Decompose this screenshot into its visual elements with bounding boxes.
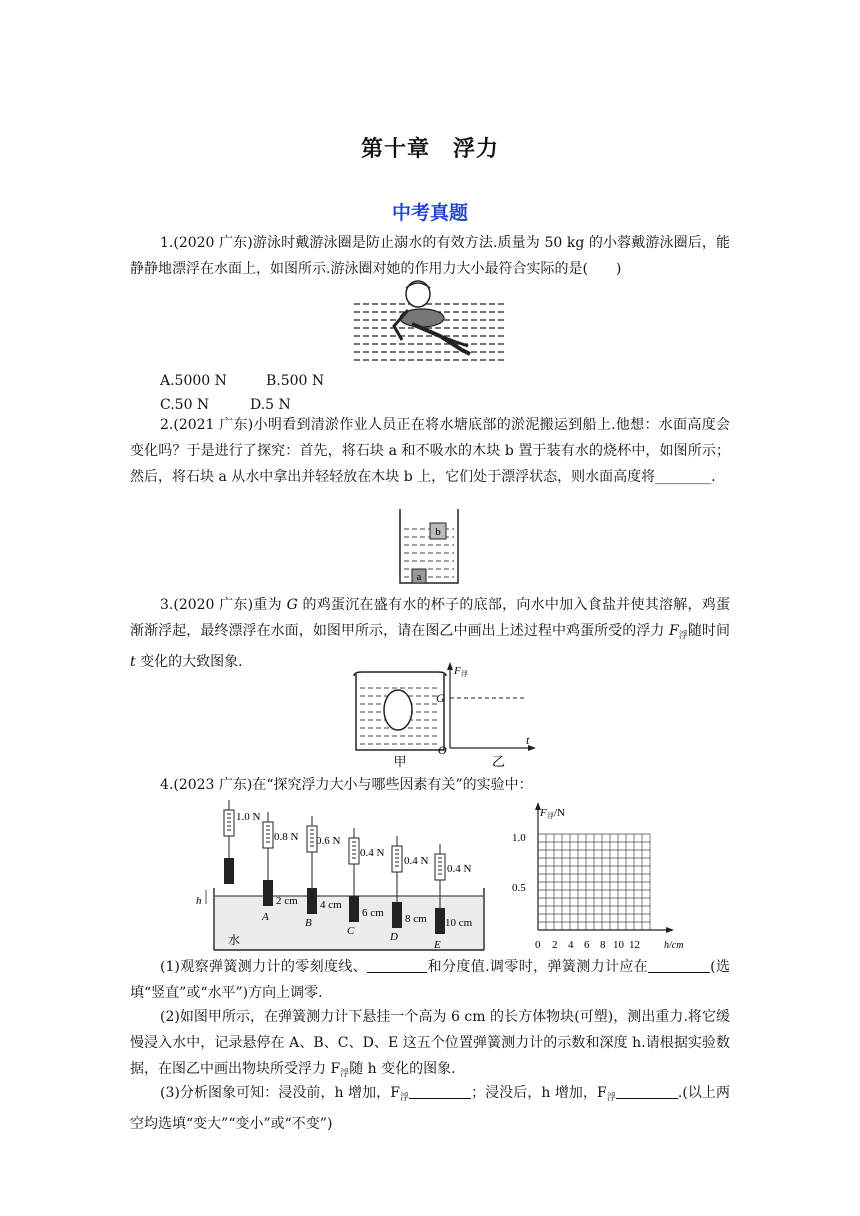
q1-option-d: D.5 N bbox=[250, 397, 291, 413]
axis-f-label: F bbox=[454, 665, 461, 677]
point-c: C bbox=[347, 925, 355, 937]
q4-part-1: (1)观察弹簧测力计的零刻度线、 和分度值.调零时，弹簧测力计应在 (选填“竖直”或“水平”)方向上调零. bbox=[130, 959, 730, 1001]
depth-e: 10 cm bbox=[445, 917, 473, 929]
q1-option-a: A.5000 N bbox=[160, 373, 227, 389]
ytick-1: 1.0 bbox=[512, 832, 526, 844]
xtick-10: 10 bbox=[613, 939, 624, 951]
depth-c: 6 cm bbox=[362, 907, 384, 919]
xtick-2: 2 bbox=[552, 939, 558, 951]
xtick-8: 8 bbox=[600, 939, 606, 951]
axis-t-label: t bbox=[526, 733, 530, 747]
figure-jia-label: 甲 bbox=[393, 754, 407, 769]
question-1-text: 1.(2020 广东)游泳时戴游泳圈是防止溺水的有效方法.质量为 50 kg 的小蓉戴游泳圈后，能静静地漂浮在水面上，如图所示.游泳圈对她的作用力大小最符合实际的是( ) bbox=[130, 235, 730, 277]
swimmer-figure bbox=[352, 280, 508, 368]
xtick-0: 0 bbox=[535, 939, 541, 951]
reading-a: 0.8 N bbox=[274, 831, 299, 843]
q1-option-c: C.50 N bbox=[160, 397, 210, 413]
question-3-text: 3.(2020 广东)重为 G 的鸡蛋沉在盛有水的杯子的底部，向水中加入食盐并使其溶解，鸡蛋渐渐浮起，最终漂浮在水面，如图甲所示，请在图乙中画出上述过程中鸡蛋所受的浮力 $F_浮$随时间 t 变化的大致图象. bbox=[130, 597, 731, 670]
buoyancy-time-axes bbox=[430, 660, 540, 770]
q1-option-b: B.500 N bbox=[266, 373, 325, 389]
xtick-4: 4 bbox=[568, 939, 574, 951]
block-b-label: b bbox=[435, 526, 441, 538]
axis-origin-label: O bbox=[438, 743, 447, 757]
reading-b: 0.6 N bbox=[316, 835, 341, 847]
grid-xlabel: h/cm bbox=[664, 940, 684, 951]
grid-ylabel-sub: 浮 bbox=[547, 812, 554, 820]
xtick-6: 6 bbox=[584, 939, 590, 951]
q4-part-3: (3)分析图象可知：浸没前，h 增加，$F_浮$ ；浸没后，h 增加，$F_浮$ .(以上两空均选填“变大”“变小”或“不变”) bbox=[130, 1085, 730, 1132]
h-label: h bbox=[196, 895, 202, 907]
grid-ylabel-unit: /N bbox=[554, 807, 565, 819]
question-4-intro: 4.(2023 广东)在“探究浮力大小与哪些因素有关”的实验中： bbox=[160, 777, 533, 793]
section-title: 中考真题 bbox=[391, 202, 468, 224]
reading-c: 0.4 N bbox=[360, 847, 385, 859]
point-d: D bbox=[390, 931, 398, 943]
page-title: 第十章 浮力 bbox=[360, 136, 499, 162]
axis-f-sub: 浮 bbox=[461, 670, 468, 678]
ytick-05: 0.5 bbox=[512, 882, 526, 894]
reading-e: 0.4 N bbox=[447, 863, 472, 875]
xtick-12: 12 bbox=[629, 939, 640, 951]
axis-g-label: G bbox=[436, 691, 445, 705]
grid-ylabel-f: F bbox=[540, 807, 547, 819]
q4-part-2: (2)如图甲所示，在弹簧测力计下悬挂一个高为 6 cm 的长方体物块(可塑)，测出重力.将它缓慢浸入水中，记录悬停在 A、B、C、D、E 这五个位置弹簧测力计的示数和深度 h.请根据实验数据，在图乙中画出物块所受浮力 $F_浮$随 h 变化的图象. bbox=[130, 1009, 730, 1079]
water-label: 水 bbox=[228, 933, 241, 947]
depth-b: 4 cm bbox=[320, 899, 342, 911]
reading-0: 1.0 N bbox=[236, 811, 261, 823]
depth-a: 2 cm bbox=[276, 895, 298, 907]
depth-d: 8 cm bbox=[405, 913, 427, 925]
point-b: B bbox=[305, 917, 312, 929]
question-2-text: 2.(2021 广东)小明看到清淤作业人员正在将水塘底部的淤泥搬运到船上.他想：水面高度会变化吗？于是进行了探究：首先，将石块 a 和不吸水的木块 b 置于装有水的烧杯中，如图所示；然后，将石块 a 从水中拿出并轻轻放在木块 b 上，它们处于漂浮状态，则水面高度将________. bbox=[130, 417, 730, 485]
point-a: A bbox=[262, 911, 269, 923]
stone-a-label: a bbox=[416, 571, 422, 583]
reading-d: 0.4 N bbox=[404, 855, 429, 867]
figure-yi-label: 乙 bbox=[492, 754, 506, 769]
beaker-figure-q2 bbox=[396, 507, 462, 585]
spring-scale-experiment bbox=[192, 796, 492, 954]
point-e: E bbox=[434, 939, 441, 951]
buoyancy-depth-grid bbox=[500, 800, 700, 954]
